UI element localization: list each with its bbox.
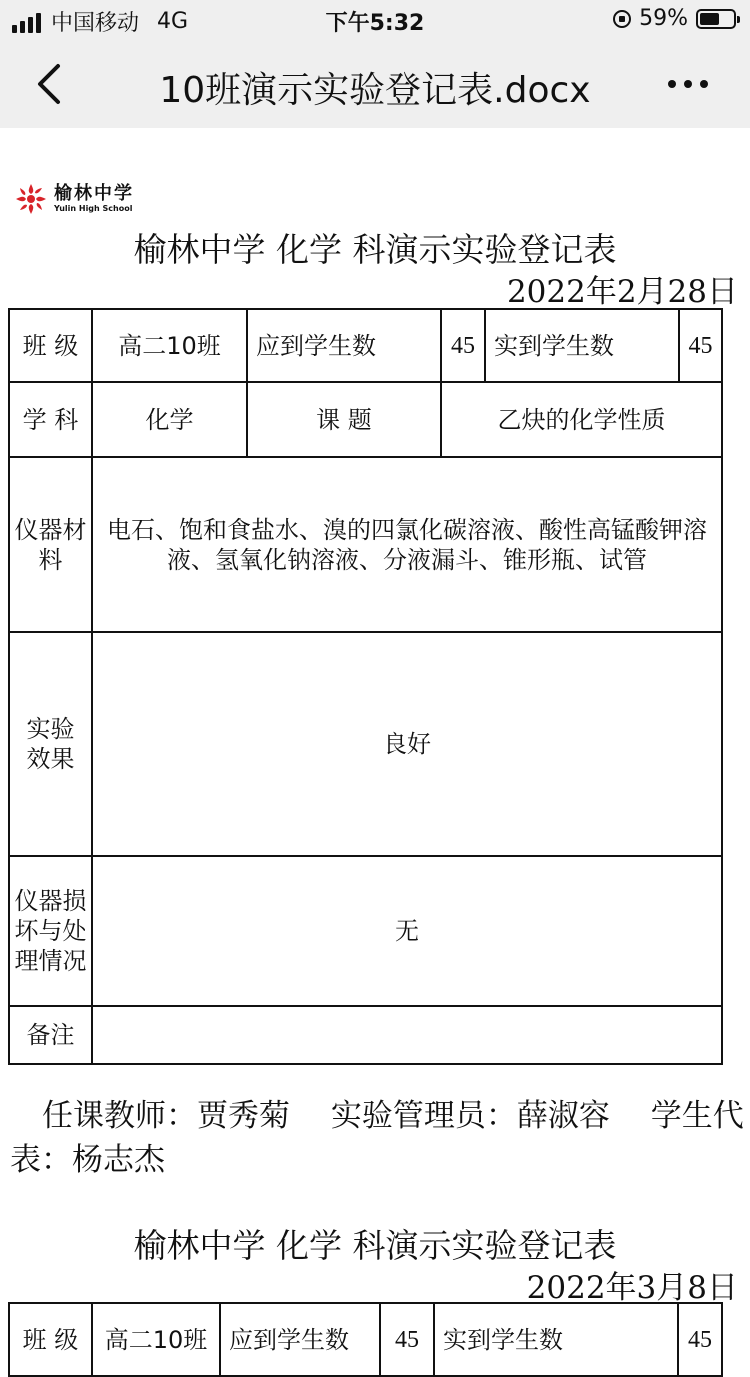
clock: 下午5:32 — [325, 11, 425, 36]
form-date: 2022年2月28日 — [506, 274, 738, 310]
document-title: 10班演示实验登记表.docx — [159, 70, 591, 111]
expected-students-label: 应到学生数 — [220, 1303, 380, 1376]
materials-value: 电石、饱和食盐水、溴的四氯化碳溶液、酸性高锰酸钾溶液、氢氧化钠溶液、分液漏斗、锥形瓶、试管 — [92, 457, 722, 632]
class-label: 班 级 — [9, 309, 92, 382]
logo-name-cn: 榆林中学 — [54, 183, 134, 204]
battery-percent: 59% — [639, 6, 688, 31]
class-label: 班 级 — [9, 1303, 92, 1376]
table-row — [9, 309, 722, 382]
table-row — [9, 1303, 722, 1376]
materials-label: 仪器材料 — [9, 457, 92, 632]
document-viewer[interactable] — [0, 128, 750, 1354]
chevron-left-icon — [28, 60, 76, 108]
actual-students-label: 实到学生数 — [434, 1303, 678, 1376]
status-bar — [0, 0, 750, 40]
table-row — [9, 1006, 722, 1064]
expected-students-label: 应到学生数 — [247, 309, 441, 382]
table-row — [9, 856, 722, 1006]
form-title-2: 榆林中学 化学 科演示实验登记表 — [133, 1226, 617, 1265]
class-value: 高二10班 — [92, 1303, 220, 1376]
topic-label: 课 题 — [247, 382, 441, 457]
school-logo — [14, 182, 134, 216]
expected-students-value: 45 — [380, 1303, 434, 1376]
more-button[interactable] — [668, 70, 716, 98]
actual-students-label: 实到学生数 — [485, 309, 679, 382]
experiment-register-table-2 — [8, 1302, 723, 1377]
battery-icon — [696, 9, 736, 29]
network-type: 4G — [157, 9, 189, 34]
notes-value — [92, 1006, 722, 1064]
effect-label: 实验效果 — [9, 632, 92, 856]
logo-name-en: Yulin High School — [54, 204, 133, 213]
ellipsis-dot — [700, 80, 708, 88]
actual-students-value: 45 — [678, 1303, 722, 1376]
ellipsis-dot — [684, 80, 692, 88]
nav-bar — [0, 40, 750, 128]
subject-value: 化学 — [92, 382, 247, 457]
carrier-name: 中国移动 — [51, 11, 140, 36]
actual-students-value: 45 — [679, 309, 722, 382]
table-row — [9, 457, 722, 632]
status-right — [613, 6, 736, 31]
orientation-lock-icon — [613, 10, 631, 28]
topic-value: 乙炔的化学性质 — [441, 382, 722, 457]
expected-students-value: 45 — [441, 309, 485, 382]
school-emblem-icon — [14, 182, 48, 216]
effect-value: 良好 — [92, 632, 722, 856]
table-row — [9, 382, 722, 457]
experiment-register-table — [8, 308, 723, 1065]
form-title: 榆林中学 化学 科演示实验登记表 — [133, 230, 617, 269]
table-row — [9, 632, 722, 856]
back-button[interactable] — [28, 60, 76, 108]
form-date-2: 2022年3月8日 — [526, 1270, 738, 1306]
battery-fill — [700, 13, 719, 25]
damage-value: 无 — [92, 856, 722, 1006]
signature-line: 任课教师：贾秀菊 实验管理员：薛淑容 学生代表：杨志杰 — [10, 1098, 744, 1178]
notes-label: 备注 — [9, 1006, 92, 1064]
damage-label: 仪器损坏与处理情况 — [9, 856, 92, 1006]
ellipsis-icon — [668, 80, 676, 88]
class-value: 高二10班 — [92, 309, 247, 382]
subject-label: 学 科 — [9, 382, 92, 457]
